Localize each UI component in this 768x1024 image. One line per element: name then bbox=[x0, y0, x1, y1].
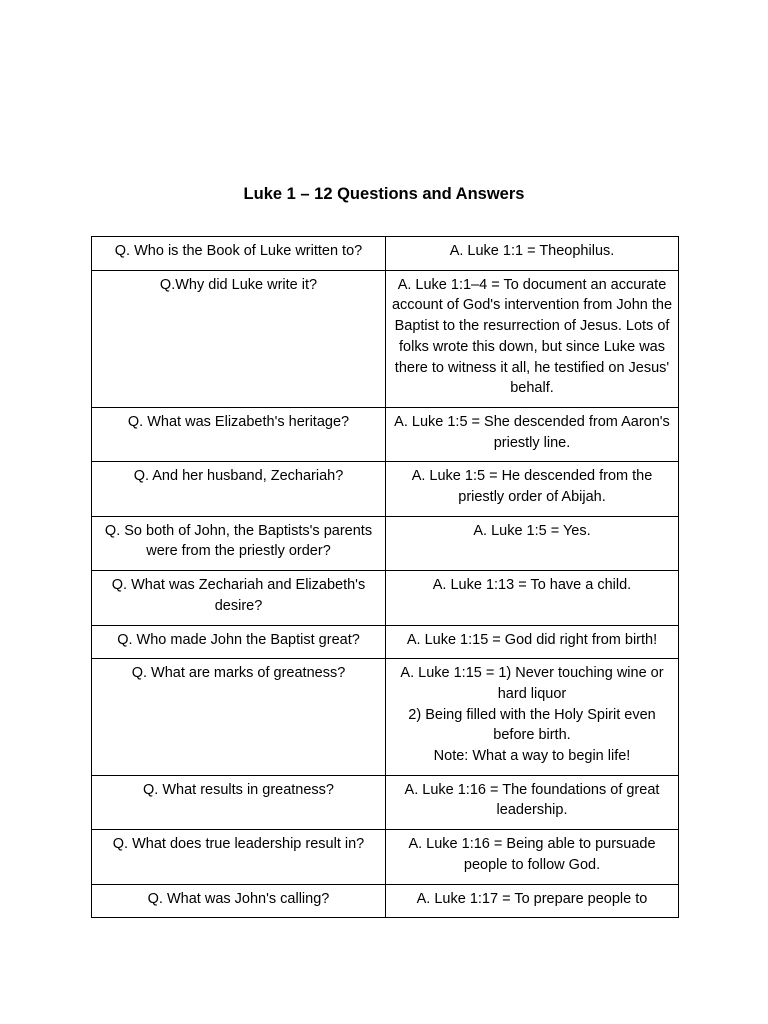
question-text: Q. What are marks of greatness? bbox=[131, 665, 346, 682]
answer-cell bbox=[386, 775, 679, 829]
table-row bbox=[92, 237, 679, 271]
table-row bbox=[92, 571, 679, 625]
answer-text: A. Luke 1:16 = The foundations of great leadership. bbox=[404, 781, 660, 819]
answer-text: A. Luke 1:5 = Yes. bbox=[473, 522, 591, 539]
qa-table bbox=[91, 236, 679, 918]
answer-text: A. Luke 1:1–4 = To document an accurate account of God's intervention from John the Baptist to the resurrection of Jesus. Lots of folks wrote this down, but since Luke was there to witness it all, he testified on Jesus' behalf. bbox=[391, 276, 673, 397]
question-text: Q. What was Elizabeth's heritage? bbox=[127, 413, 350, 430]
question-text: Q. What was John's calling? bbox=[147, 890, 330, 907]
question-cell bbox=[92, 884, 386, 918]
answer-text: 2) Being filled with the Holy Spirit even before birth. bbox=[408, 706, 656, 744]
page-title: Luke 1 – 12 Questions and Answers bbox=[243, 185, 525, 203]
table-row bbox=[92, 830, 679, 884]
answer-cell bbox=[386, 516, 679, 570]
question-text: Q.Why did Luke write it? bbox=[159, 276, 318, 293]
table-row bbox=[92, 270, 679, 407]
question-cell bbox=[92, 237, 386, 271]
answer-cell bbox=[386, 659, 679, 776]
question-text: Q. And her husband, Zechariah? bbox=[133, 468, 344, 485]
table-row bbox=[92, 407, 679, 461]
answer-cell bbox=[386, 237, 679, 271]
table-row bbox=[92, 775, 679, 829]
table-row bbox=[92, 659, 679, 776]
answer-text: A. Luke 1:1 = Theophilus. bbox=[449, 243, 615, 259]
question-cell bbox=[92, 659, 386, 776]
question-text: Q. What was Zechariah and Elizabeth's desire? bbox=[111, 577, 366, 614]
question-text: Q. Who is the Book of Luke written to? bbox=[114, 243, 363, 259]
question-text: Q. What does true leadership result in? bbox=[112, 836, 365, 853]
answer-text: A. Luke 1:13 = To have a child. bbox=[432, 577, 632, 594]
qa-table-body bbox=[92, 237, 679, 918]
answer-cell bbox=[386, 407, 679, 461]
question-cell bbox=[92, 571, 386, 625]
question-cell bbox=[92, 462, 386, 516]
table-row bbox=[92, 462, 679, 516]
answer-text: A. Luke 1:15 = 1) Never touching wine or hard liquor bbox=[400, 665, 664, 702]
question-cell bbox=[92, 775, 386, 829]
answer-cell bbox=[386, 830, 679, 884]
answer-text: A. Luke 1:17 = To prepare people to bbox=[416, 890, 648, 907]
answer-text: A. Luke 1:16 = Being able to pursuade people to follow God. bbox=[408, 836, 656, 873]
answer-cell bbox=[386, 625, 679, 659]
question-cell bbox=[92, 270, 386, 407]
question-cell bbox=[92, 516, 386, 570]
answer-text: Note: What a way to begin life! bbox=[433, 748, 631, 765]
table-row bbox=[92, 625, 679, 659]
question-cell bbox=[92, 830, 386, 884]
answer-cell bbox=[386, 571, 679, 625]
answer-text: A. Luke 1:15 = God did right from birth! bbox=[406, 631, 658, 648]
answer-cell bbox=[386, 270, 679, 407]
question-text: Q. What results in greatness? bbox=[143, 781, 334, 798]
answer-cell bbox=[386, 884, 679, 918]
question-text: Q. So both of John, the Baptists's parents were from the priestly order? bbox=[104, 522, 373, 560]
answer-cell bbox=[386, 462, 679, 516]
table-row bbox=[92, 516, 679, 570]
answer-text: A. Luke 1:5 = He descended from the priestly order of Abijah. bbox=[411, 468, 653, 506]
question-cell bbox=[92, 407, 386, 461]
table-row bbox=[92, 884, 679, 918]
question-text: Q. Who made John the Baptist great? bbox=[117, 631, 360, 648]
answer-text: A. Luke 1:5 = She descended from Aaron's priestly line. bbox=[394, 413, 670, 451]
question-cell bbox=[92, 625, 386, 659]
